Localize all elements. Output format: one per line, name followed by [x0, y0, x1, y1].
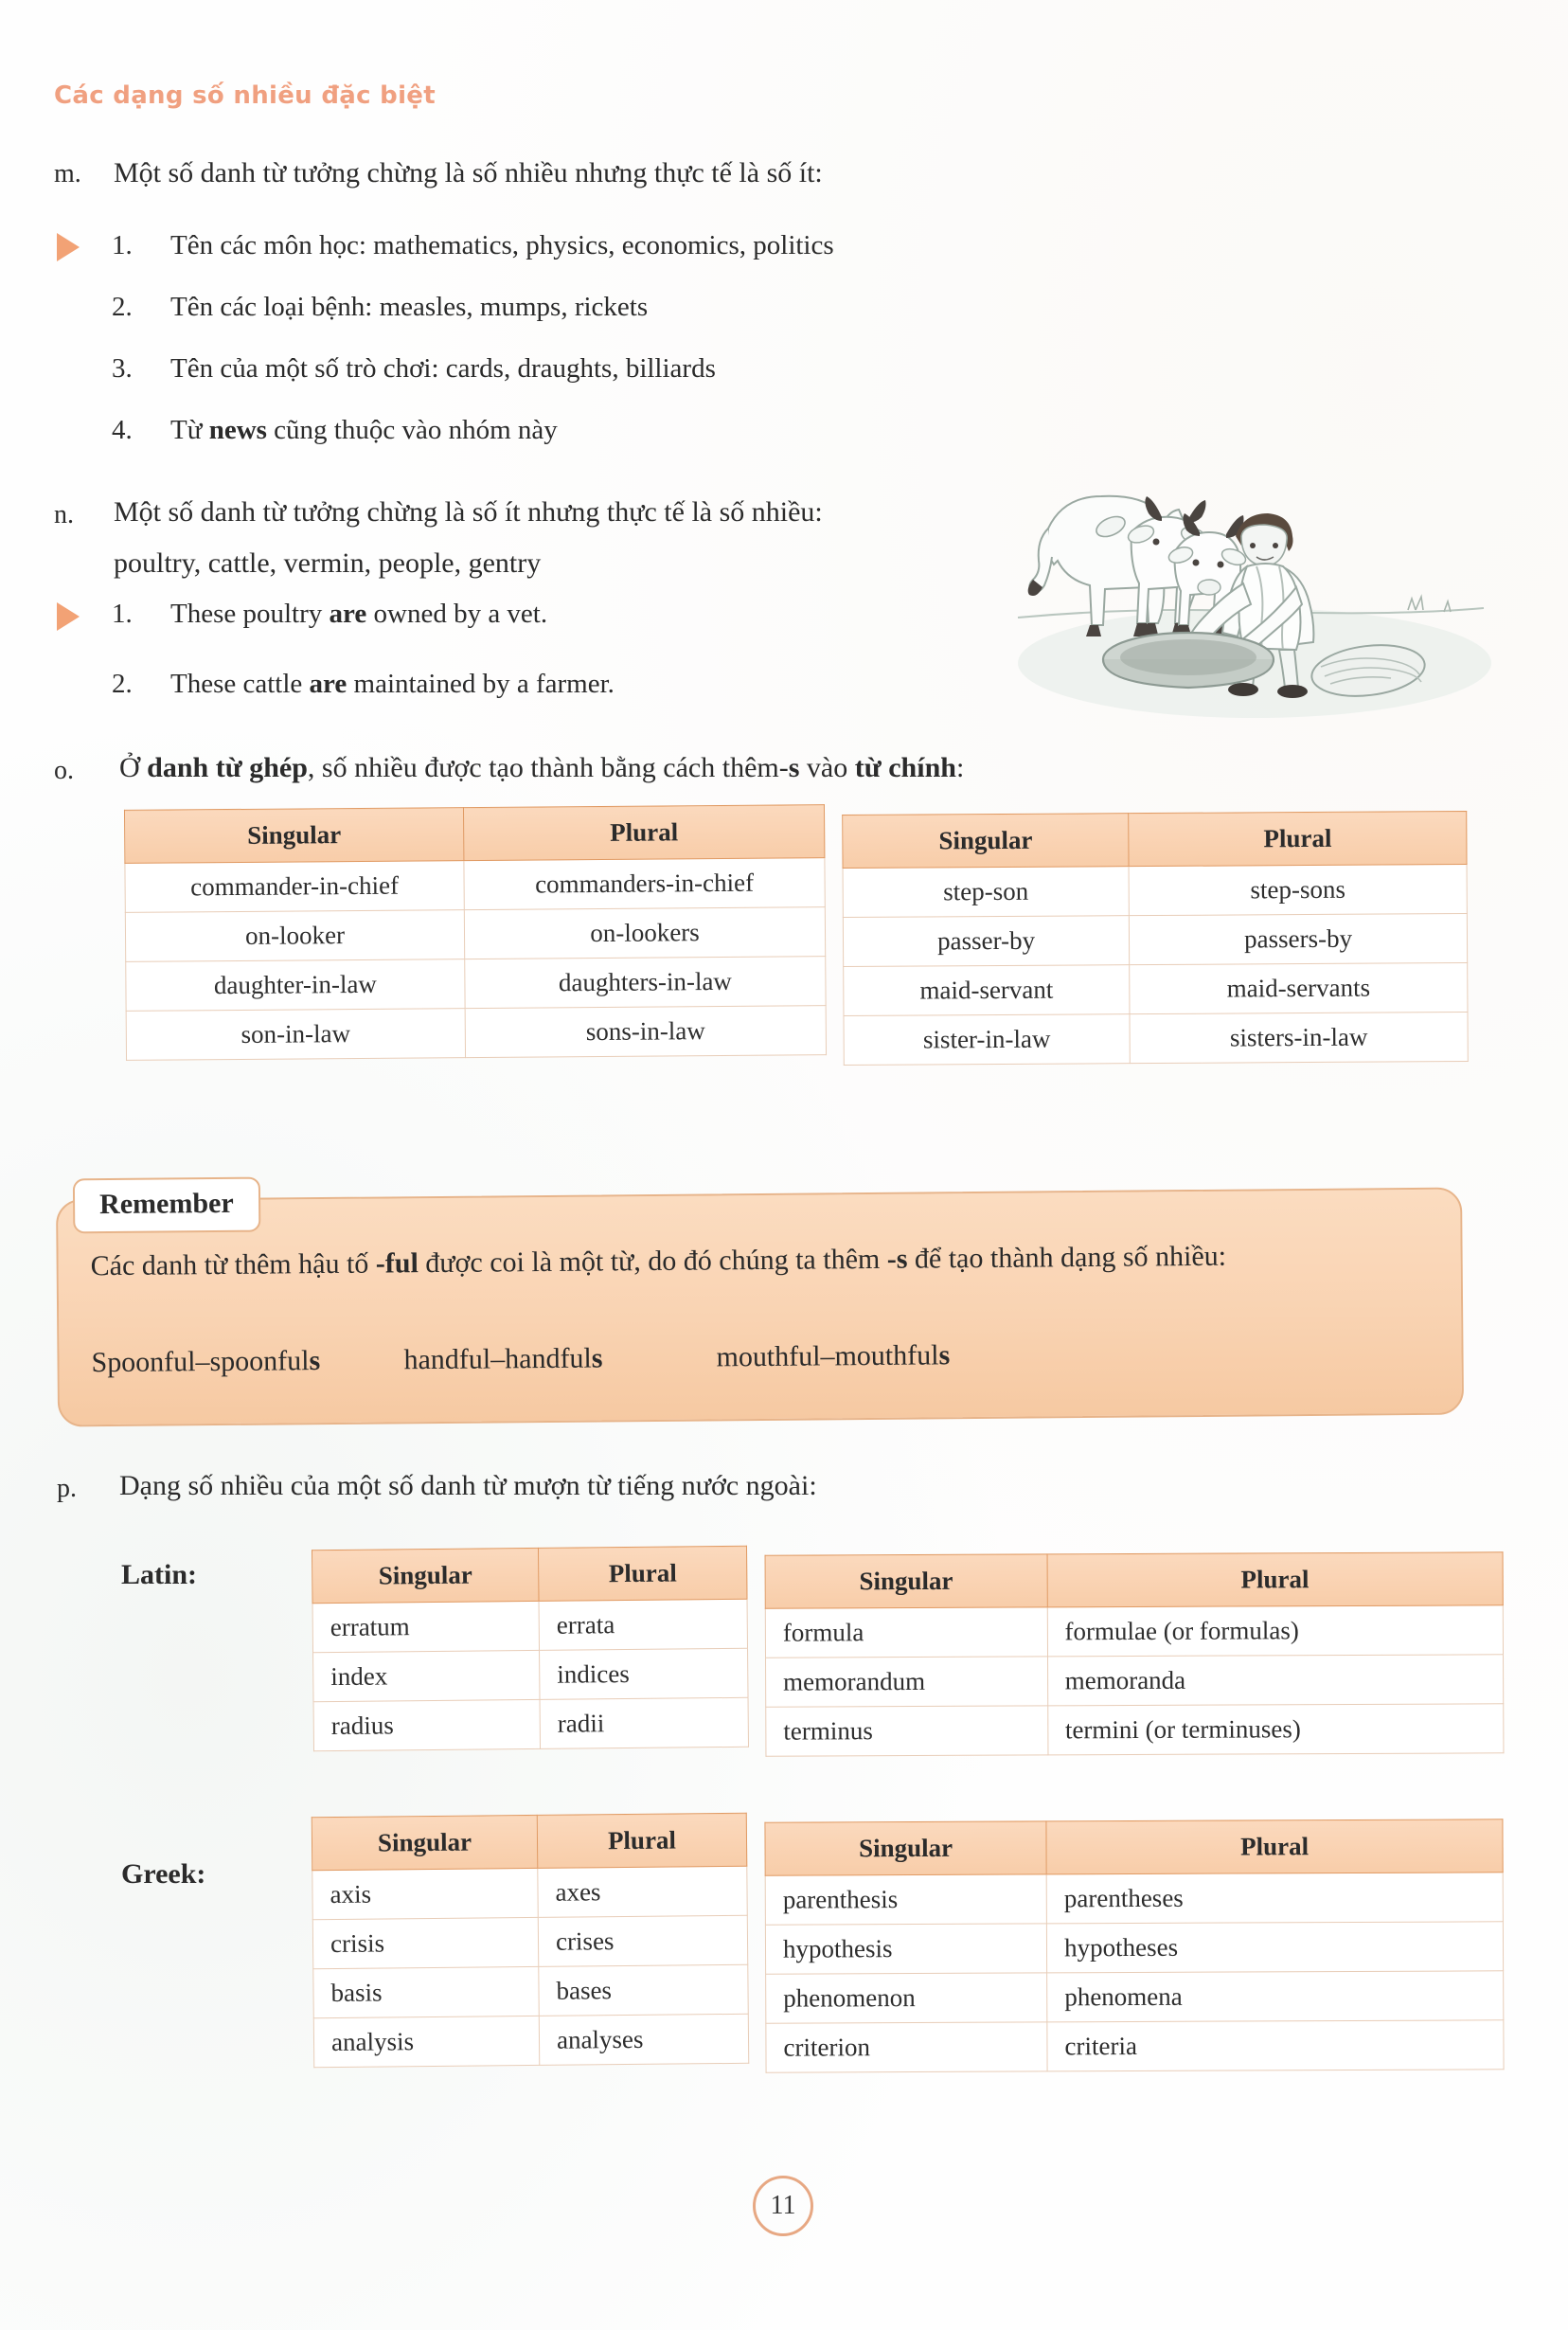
- section-letter-m: m.: [54, 159, 81, 188]
- section-n-text-line2: poultry, cattle, vermin, people, gentry: [114, 547, 542, 579]
- remember-body: [56, 1188, 1464, 1427]
- cell-plural: maid-servants: [1130, 962, 1468, 1013]
- table-row: [313, 1697, 748, 1750]
- section-o-bold-3: từ chính: [854, 752, 956, 783]
- table-row: [843, 864, 1467, 917]
- cell-singular: hypothesis: [765, 1924, 1046, 1974]
- cell-singular: radius: [313, 1699, 541, 1750]
- cell-plural: hypotheses: [1046, 1922, 1503, 1973]
- cell-plural: bases: [539, 1964, 749, 2016]
- latin-table-1: [312, 1546, 749, 1751]
- cell-plural: sisters-in-law: [1130, 1012, 1468, 1063]
- cell-plural: sons-in-law: [465, 1006, 826, 1058]
- remember-title: Remember: [73, 1177, 260, 1234]
- table-row: [125, 858, 825, 913]
- table-header-row: [312, 1813, 747, 1870]
- cell-singular: erratum: [312, 1601, 540, 1652]
- table-header-row: [124, 805, 824, 864]
- table-header-row: [765, 1819, 1503, 1875]
- item-text-bold: are: [309, 669, 347, 699]
- cell-plural: memoranda: [1047, 1655, 1504, 1706]
- table-row: [126, 1006, 826, 1061]
- section-letter-p: p.: [57, 1474, 77, 1503]
- remember-example-3: [716, 1339, 950, 1373]
- cell-plural: analyses: [539, 2014, 749, 2065]
- cell-singular: analysis: [313, 2016, 539, 2067]
- section-letter-o: o.: [54, 756, 74, 785]
- cell-plural: termini (or terminuses): [1047, 1704, 1504, 1755]
- cell-plural: phenomena: [1047, 1971, 1504, 2022]
- section-n-item-1: [170, 599, 547, 630]
- table-row: [312, 1866, 747, 1919]
- table-row: [765, 1605, 1503, 1658]
- section-o-pre: Ở: [119, 752, 148, 783]
- column-header-plural: Plural: [1047, 1552, 1504, 1607]
- remember-text-pre: Các danh từ thêm hậu tố: [90, 1247, 376, 1282]
- cell-singular: crisis: [312, 1917, 538, 1968]
- table-row: [765, 1922, 1503, 1974]
- greek-table-1: [312, 1813, 750, 2068]
- example-suffix: s: [938, 1339, 951, 1371]
- column-header-singular: Singular: [765, 1821, 1046, 1875]
- cell-singular: step-son: [843, 867, 1129, 918]
- column-header-singular: Singular: [312, 1548, 539, 1603]
- latin-table-2: [765, 1551, 1505, 1756]
- cell-singular: terminus: [766, 1706, 1048, 1756]
- table-header-row: [312, 1546, 747, 1603]
- table-row: [312, 1599, 747, 1652]
- item-text-pre: These poultry: [170, 599, 330, 629]
- example-suffix: s: [309, 1345, 321, 1377]
- item-text-pre: Từ: [170, 415, 209, 445]
- section-m-item-2: Tên các loại bệnh: measles, mumps, rickets: [170, 292, 649, 322]
- section-o-mid-2: vào: [799, 752, 855, 783]
- column-header-plural: Plural: [538, 1546, 747, 1601]
- triangle-bullet-icon: [57, 233, 80, 261]
- table-row: [766, 1655, 1504, 1707]
- cell-singular: parenthesis: [765, 1874, 1046, 1925]
- table-row: [765, 1873, 1503, 1925]
- cell-singular: on-looker: [125, 910, 464, 962]
- cell-singular: daughter-in-law: [126, 959, 465, 1012]
- cell-singular: son-in-law: [126, 1009, 465, 1061]
- cell-singular: phenomenon: [766, 1973, 1047, 2023]
- cell-plural: parentheses: [1046, 1873, 1503, 1924]
- table-row: [766, 1704, 1504, 1756]
- table-header-row: [765, 1552, 1503, 1608]
- section-o-post: :: [955, 752, 965, 783]
- section-m-item-4: [170, 415, 558, 446]
- table-row: [844, 1012, 1468, 1065]
- item-number: 1.: [112, 599, 133, 629]
- remember-bold-2: -s: [886, 1243, 908, 1275]
- cell-singular: basis: [313, 1966, 539, 2017]
- section-m-item-1: Tên các môn học: mathematics, physics, economics, politics: [170, 230, 834, 260]
- example-base: handful–handful: [403, 1342, 592, 1376]
- page-title: Các dạng số nhiều đặc biệt: [54, 81, 436, 110]
- item-text-bold: are: [329, 599, 367, 629]
- cell-singular: passer-by: [843, 916, 1129, 967]
- table-row: [313, 1964, 748, 2017]
- section-m-text: Một số danh từ tưởng chừng là số nhiều nhưng thực tế là số ít:: [114, 157, 823, 188]
- column-header-plural: Plural: [537, 1813, 747, 1868]
- cell-plural: criteria: [1047, 2020, 1504, 2071]
- table-row: [766, 1971, 1504, 2023]
- column-header-singular: Singular: [124, 808, 463, 864]
- cell-plural: crises: [538, 1915, 748, 1966]
- cell-singular: maid-servant: [844, 965, 1130, 1016]
- remember-example-1: [91, 1344, 403, 1379]
- remember-callout: [56, 1167, 1469, 1435]
- table-row: [844, 962, 1468, 1015]
- cell-singular: sister-in-law: [844, 1014, 1130, 1066]
- table-row: [313, 2014, 748, 2067]
- cell-singular: axis: [312, 1868, 538, 1919]
- example-suffix: s: [591, 1342, 603, 1374]
- column-header-singular: Singular: [312, 1815, 538, 1870]
- page-number: 11: [753, 2176, 813, 2236]
- remember-text-post: để tạo thành dạng số nhiều:: [907, 1240, 1227, 1275]
- cell-plural: axes: [538, 1866, 748, 1917]
- column-header-plural: Plural: [1046, 1819, 1503, 1874]
- greek-label: Greek:: [121, 1858, 206, 1890]
- column-header-singular: Singular: [843, 814, 1129, 869]
- table-row: [125, 907, 825, 962]
- greek-table-2: [764, 1819, 1504, 2072]
- example-base: Spoonful–spoonful: [91, 1345, 310, 1379]
- cell-plural: passers-by: [1129, 913, 1467, 964]
- column-header-plural: Plural: [463, 805, 824, 861]
- cell-plural: commanders-in-chief: [464, 858, 825, 910]
- item-number: 4.: [112, 415, 133, 445]
- section-p-text: Dạng số nhiều của một số danh từ mượn từ tiếng nước ngoài:: [119, 1470, 817, 1501]
- item-number: 1.: [112, 230, 133, 260]
- section-o-text: [119, 752, 964, 784]
- section-o-mid: , số nhiều được tạo thành bằng cách thêm-: [307, 752, 789, 783]
- table-row: [843, 913, 1467, 966]
- compound-noun-table-1: [124, 804, 827, 1061]
- cell-plural: on-lookers: [464, 907, 825, 959]
- cell-plural: formulae (or formulas): [1047, 1605, 1504, 1657]
- example-base: mouthful–mouthful: [716, 1339, 939, 1373]
- cell-singular: memorandum: [766, 1657, 1048, 1707]
- item-text-pre: These cattle: [170, 669, 310, 699]
- column-header-singular: Singular: [765, 1554, 1047, 1608]
- item-number: 2.: [112, 669, 133, 699]
- cell-singular: formula: [765, 1607, 1047, 1658]
- section-o-bold-2: s: [788, 752, 800, 783]
- cell-plural: radii: [540, 1697, 748, 1748]
- triangle-bullet-icon: [57, 602, 80, 631]
- column-header-plural: Plural: [1129, 811, 1467, 866]
- item-text-post: cũng thuộc vào nhóm này: [266, 415, 558, 445]
- remember-text-mid: được coi là một từ, do đó chúng ta thêm: [418, 1243, 887, 1280]
- remember-example-2: [403, 1341, 716, 1376]
- item-text-post: maintained by a farmer.: [347, 669, 615, 699]
- table-row: [126, 957, 826, 1012]
- table-header-row: [843, 811, 1467, 868]
- farmer-feeding-cattle-illustration: [999, 474, 1501, 729]
- cell-plural: daughters-in-law: [465, 957, 826, 1009]
- table-row: [312, 1915, 747, 1968]
- table-row: [313, 1648, 748, 1701]
- cell-singular: index: [313, 1650, 541, 1701]
- item-text-bold: news: [208, 415, 267, 445]
- remember-bold-1: -ful: [375, 1247, 419, 1280]
- compound-noun-table-2: [842, 811, 1469, 1066]
- section-m-item-3: Tên của một số trò chơi: cards, draughts, billiards: [170, 353, 716, 384]
- cell-plural: step-sons: [1129, 864, 1467, 915]
- item-number: 2.: [112, 292, 133, 322]
- cell-singular: criterion: [766, 2022, 1047, 2072]
- section-n-item-2: [170, 669, 615, 700]
- cell-singular: commander-in-chief: [125, 861, 464, 913]
- section-o-bold-1: danh từ ghép: [147, 752, 308, 783]
- item-number: 3.: [112, 353, 133, 384]
- item-text-post: owned by a vet.: [366, 599, 548, 629]
- section-letter-n: n.: [54, 500, 74, 529]
- cell-plural: errata: [539, 1599, 747, 1650]
- latin-label: Latin:: [121, 1559, 198, 1590]
- table-row: [766, 2020, 1504, 2072]
- cell-plural: indices: [540, 1648, 748, 1699]
- section-n-text: Một số danh từ tưởng chừng là số ít nhưng thực tế là số nhiều:: [114, 496, 823, 528]
